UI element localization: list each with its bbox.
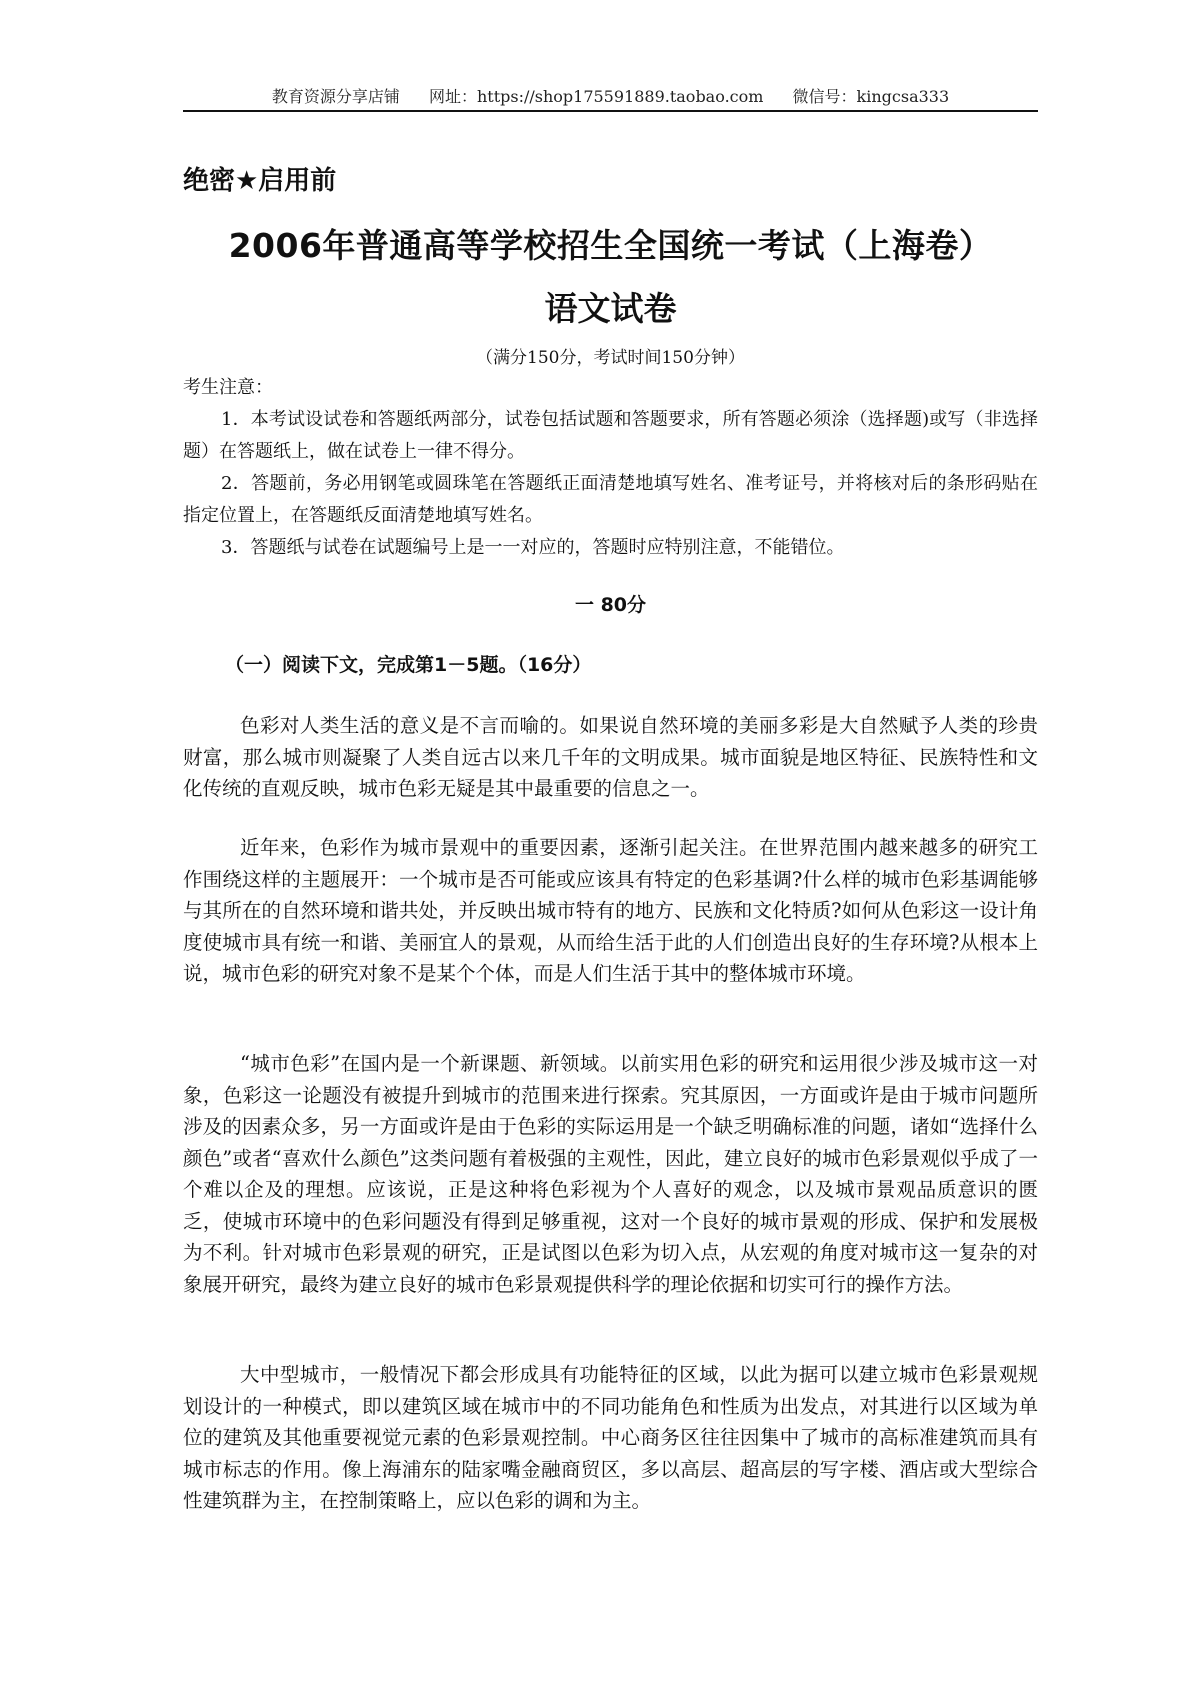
secret-mark: 绝密★启用前 <box>183 166 337 196</box>
reading-paragraph: 近年来，色彩作为城市景观中的重要因素，逐渐引起关注。在世界范围内越来越多的研究工作围绕这样的主题展开：一个城市是否可能或应该具有特定的色彩基调?什么样的城市色彩基调能够与其所在的自然环境和谐共处，并反映出城市特有的地方、民族和文化特质?如何从色彩这一设计角度使城市具有统一和谐、美丽宜人的景观，从而给生活于此的人们创造出良好的生存环境?从根本上说，城市色彩的研究对象不是某个个体，而是人们生活于其中的整体城市环境。 <box>183 836 1038 985</box>
header-website: 网址：https://shop175591889.taobao.com <box>428 87 764 106</box>
reading-paragraph: “城市色彩”在国内是一个新课题、新领域。以前实用色彩的研究和运用很少涉及城市这一对象，色彩这一论题没有被提升到城市的范围来进行探索。究其原因，一方面或许是由于城市问题所涉及的因素众多，另一方面或许是由于色彩的实际运用是一个缺乏明确标准的问题，诸如“选择什么颜色”或者“喜欢什么颜色”这类问题有着极强的主观性，因此，建立良好的城市色彩景观似乎成了一个难以企及的理想。应该说，正是这种将色彩视为个人喜好的观念，以及城市景观品质意识的匮乏，使城市环境中的色彩问题没有得到足够重视，这对一个良好的城市景观的形成、保护和发展极为不利。针对城市色彩景观的研究，正是试图以色彩为切入点，从宏观的角度对城市这一复杂的对象展开研究，最终为建立良好的城市色彩景观提供科学的理论依据和切实可行的操作方法。 <box>183 1052 1038 1296</box>
part-heading: （一）阅读下文，完成第1－5题。（16分） <box>225 654 592 676</box>
header-divider <box>183 110 1038 112</box>
section-heading: 一 80分 <box>574 594 647 616</box>
reading-paragraph: 色彩对人类生活的意义是不言而喻的。如果说自然环境的美丽多彩是大自然赋予人类的珍贵财富，那么城市则凝聚了人类自远古以来几千年的文明成果。城市面貌是地区特征、民族特性和文化传统的直观反映，城市色彩无疑是其中最重要的信息之一。 <box>183 714 1038 800</box>
header-shop-name: 教育资源分享店铺 <box>271 87 400 106</box>
exam-subtitle: 语文试卷 <box>544 289 677 328</box>
exam-title: 2006年普通高等学校招生全国统一考试（上海卷） <box>228 226 993 265</box>
notice-title: 考生注意： <box>183 377 273 398</box>
score-time-note: （满分150分，考试时间150分钟） <box>476 348 745 368</box>
page-header <box>183 84 1038 107</box>
reading-paragraph: 大中型城市，一般情况下都会形成具有功能特征的区域，以此为据可以建立城市色彩景观规划设计的一种模式，即以建筑区域在城市中的不同功能角色和性质为出发点，对其进行以区域为单位的建筑及其他重要视觉元素的色彩景观控制。中心商务区往往因集中了城市的高标准建筑而具有城市标志的作用。像上海浦东的陆家嘴金融商贸区，多以高层、超高层的写字楼、酒店或大型综合性建筑群为主，在控制策略上，应以色彩的调和为主。 <box>183 1363 1038 1512</box>
notice-item: 1．本考试设试卷和答题纸两部分，试卷包括试题和答题要求，所有答题必须涂（选择题)或写（非选择题）在答题纸上，做在试卷上一律不得分。 <box>183 409 1038 462</box>
notice-item: 3．答题纸与试卷在试题编号上是一一对应的，答题时应特别注意，不能错位。 <box>221 537 845 558</box>
notice-list <box>183 404 1038 564</box>
notice-item: 2．答题前，务必用钢笔或圆珠笔在答题纸正面清楚地填写姓名、准考证号，并将核对后的条形码贴在指定位置上，在答题纸反面清楚地填写姓名。 <box>183 473 1038 526</box>
header-wechat: 微信号：kingcsa333 <box>792 87 950 106</box>
